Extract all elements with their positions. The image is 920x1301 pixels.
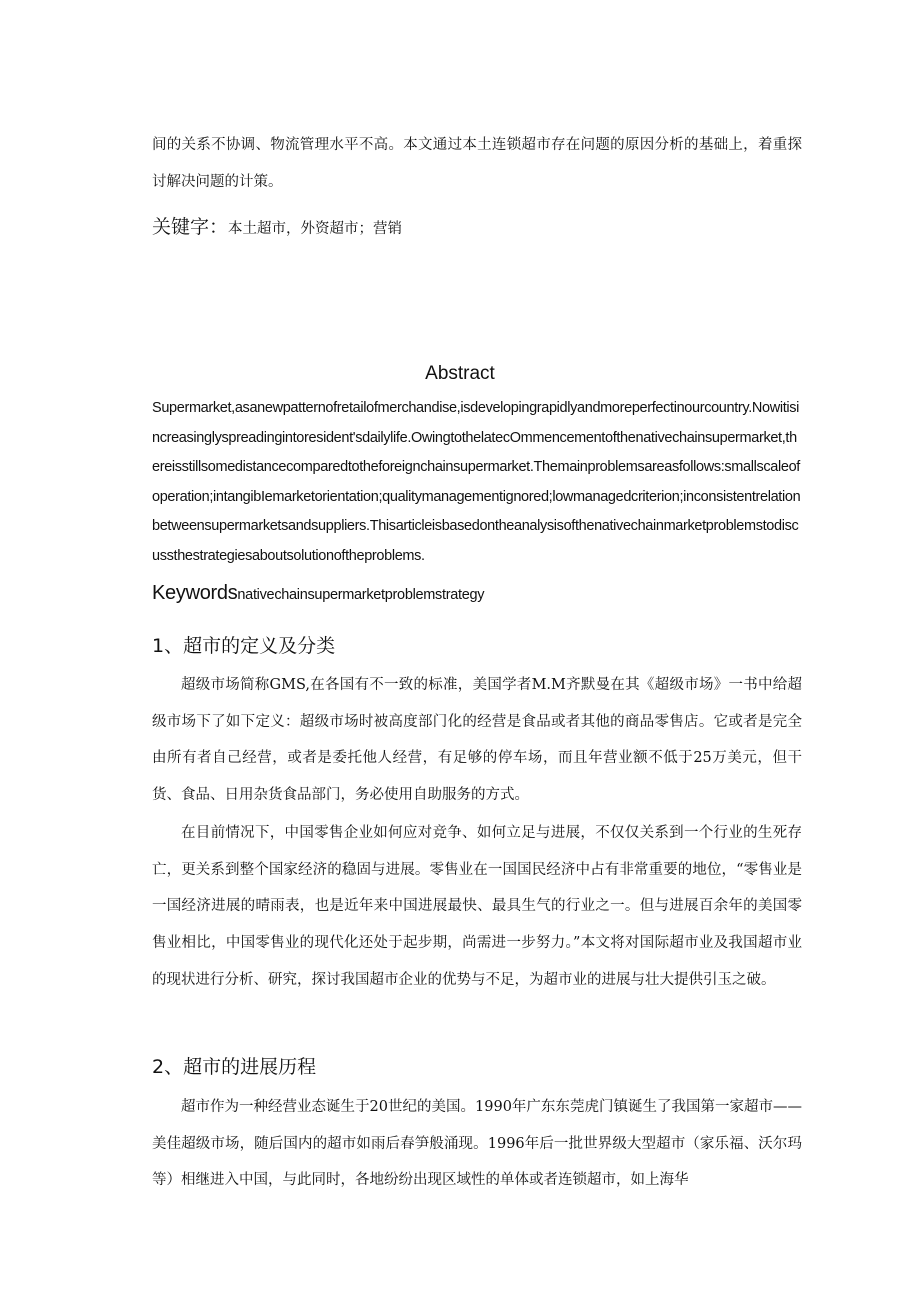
section-1-paragraph-2: 在目前情况下，中国零售企业如何应对竞争、如何立足与进展，不仅仅关系到一个行业的生死存亡，更关系到整个国家经济的稳固与进展。零售业在一国国民经济中占有非常重要的地位，“零售业是一国经济进展的晴雨表，也是近年来中国进展最快、最具生气的行业之一。但与进展百余年的美国零售业相比，中国零售业的现代化还处于起步期，尚需进一步努力。”本文将对国际超市业及我国超市业的现状进行分析、研究，探讨我国超市企业的优势与不足，为超市业的进展与壮大提供引玉之破。 — [152, 825, 802, 988]
chinese-keywords — [152, 212, 402, 244]
section-2-paragraph-1: 超市作为一种经营业态诞生于20世纪的美国。1990年广东东莞虎门镇诞生了我国第一家超市——美佳超级市场，随后国内的超市如雨后春笋般涌现。1996年后一批世界级大型超市（家乐福、沃尔玛等）相继进入中国，与此同时，各地纷纷出现区域性的单体或者连锁超市，如上海华 — [152, 1099, 802, 1189]
section-2-heading: 2、超市的进展历程 — [152, 1056, 317, 1078]
abstract-body: Supermarket,asanewpatternofretailofmerchandise,isdevelopingrapidlyandmoreperfectinourcountry.Nowitisincreasinglyspreadingintoresident'sdailylife.OwingtothelatecOmmencementofthenativechainsupermarket,thereisstillsomedistancecomparedtotheforeignchainsupermarket.Themainproblemsareasfollows:smallscaleofoperation;intangibIemarketorientation;qualitymanagementignored;lowmanagedcriterion;inconsistentrelationbetweensupermarketsandsuppliers.Thisarticleisbasedontheanalysisofthenativechainmarketproblemstodiscussthestrategiesaboutsolutionoftheproblems. — [152, 400, 801, 564]
chinese-keywords-value: 本土超市，外资超市；营销 — [228, 221, 403, 237]
section-1-heading: 1、超市的定义及分类 — [152, 635, 336, 657]
english-keywords-label: Keywords — [152, 582, 238, 604]
english-keywords — [152, 578, 484, 610]
abstract-title: Abstract — [425, 363, 495, 384]
chinese-keywords-label: 关键字： — [152, 216, 229, 238]
english-keywords-value: nativechainsupermarketproblemstrategy — [237, 587, 485, 603]
intro-paragraph-tail: 间的关系不协调、物流管理水平不高。本文通过本土连锁超市存在问题的原因分析的基础上，着重探讨解决问题的计策。 — [152, 137, 802, 190]
section-1-paragraph-1: 超级市场简称GMS,在各国有不一致的标准，美国学者M.M齐默曼在其《超级市场》一书中给超级市场下了如下定义：超级市场时被高度部门化的经营是食品或者其他的商品零售店。它或者是完全由所有者自己经营，或者是委托他人经营，有足够的停车场，而且年营业额不低于25万美元，但干货、食品、日用杂货食品部门，务必使用自助服务的方式。 — [152, 677, 802, 804]
